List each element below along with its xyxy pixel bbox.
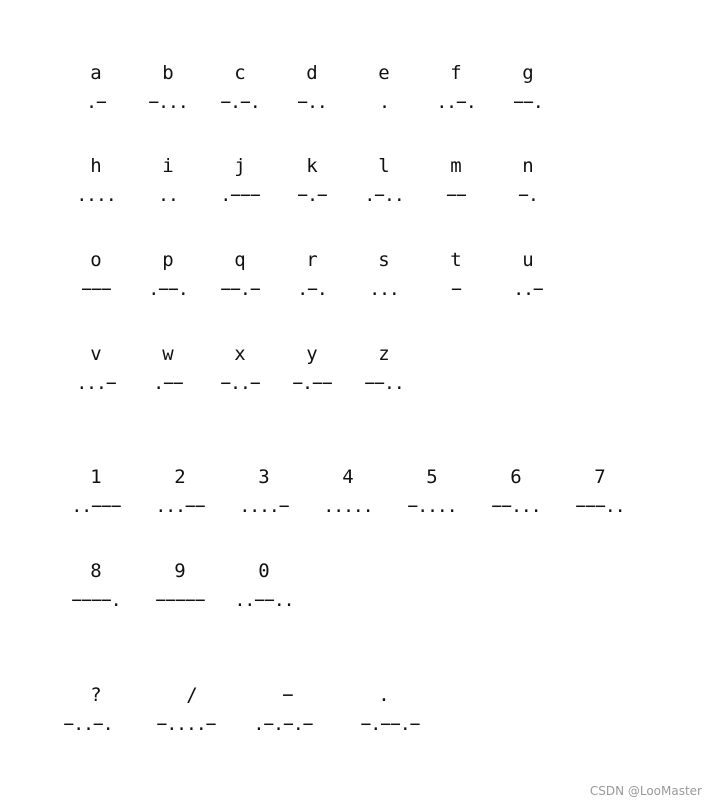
- letter-cell: [272, 249, 352, 301]
- morse-code: −.−−: [292, 373, 332, 394]
- character-label: a: [90, 62, 102, 84]
- character-label: m: [450, 155, 462, 177]
- letter-cell: [56, 62, 136, 114]
- character-label: q: [234, 249, 246, 271]
- morse-code: −−.: [513, 92, 543, 113]
- morse-code: .: [379, 92, 389, 113]
- morse-code: .−.−.−: [253, 714, 313, 735]
- letter-cell: [488, 155, 568, 207]
- morse-code: .−−: [153, 373, 183, 394]
- letter-cell: [344, 343, 424, 395]
- morse-code: ..−.: [436, 92, 476, 113]
- letter-cell: [344, 155, 424, 207]
- character-label: i: [162, 155, 174, 177]
- character-label: e: [378, 62, 390, 84]
- letter-cell: [272, 62, 352, 114]
- character-label: h: [90, 155, 102, 177]
- character-label: o: [90, 249, 102, 271]
- digit-cell: [392, 466, 472, 518]
- letter-cell: [200, 155, 280, 207]
- morse-code: −−−−−: [155, 590, 205, 611]
- character-label: 4: [342, 466, 354, 488]
- digit-cell: [560, 466, 640, 518]
- morse-code: −−.−: [220, 279, 260, 300]
- digit-cell: [140, 560, 220, 612]
- character-label: x: [234, 343, 246, 365]
- character-label: w: [162, 343, 174, 365]
- character-label: z: [378, 343, 390, 365]
- morse-code: ...−: [76, 373, 116, 394]
- character-label: f: [450, 62, 462, 84]
- character-label: k: [306, 155, 318, 177]
- character-label: −: [282, 684, 294, 706]
- character-label: 6: [510, 466, 522, 488]
- morse-code: ...−−: [155, 496, 205, 517]
- character-label: n: [522, 155, 534, 177]
- character-label: 2: [174, 466, 186, 488]
- morse-code: −....−: [156, 714, 216, 735]
- morse-code: ..−−..: [234, 590, 294, 611]
- character-label: l: [378, 155, 390, 177]
- letter-cell: [200, 249, 280, 301]
- watermark: CSDN @LooMaster: [589, 784, 702, 798]
- character-label: t: [450, 249, 462, 271]
- character-label: g: [522, 62, 534, 84]
- letter-cell: [56, 343, 136, 395]
- morse-code: −.: [518, 185, 538, 206]
- morse-code: −−−−.: [71, 590, 121, 611]
- morse-code: −−...: [491, 496, 541, 517]
- character-label: 7: [594, 466, 606, 488]
- character-label: 3: [258, 466, 270, 488]
- morse-code: ..−: [513, 279, 543, 300]
- morse-code: ..−−−: [71, 496, 121, 517]
- letter-cell: [488, 249, 568, 301]
- letter-cell: [200, 343, 280, 395]
- symbol-cell: [344, 684, 424, 736]
- letter-cell: [128, 343, 208, 395]
- character-label: p: [162, 249, 174, 271]
- morse-code: ..: [158, 185, 178, 206]
- character-label: r: [306, 249, 318, 271]
- morse-code: .−−.: [148, 279, 188, 300]
- letter-cell: [416, 249, 496, 301]
- letter-cell: [272, 343, 352, 395]
- morse-code: −...: [148, 92, 188, 113]
- digit-cell: [224, 466, 304, 518]
- morse-code: −..: [297, 92, 327, 113]
- morse-code: ....−: [239, 496, 289, 517]
- character-label: 5: [426, 466, 438, 488]
- morse-code: −−..: [364, 373, 404, 394]
- letter-cell: [344, 249, 424, 301]
- character-label: 8: [90, 560, 102, 582]
- character-label: c: [234, 62, 246, 84]
- letter-cell: [344, 62, 424, 114]
- letter-cell: [200, 62, 280, 114]
- letter-cell: [128, 62, 208, 114]
- morse-code: .−−−: [220, 185, 260, 206]
- letter-cell: [56, 249, 136, 301]
- morse-code: −..−.: [63, 714, 113, 735]
- symbol-cell: [152, 684, 232, 736]
- letter-cell: [488, 62, 568, 114]
- character-label: s: [378, 249, 390, 271]
- morse-code: ...: [369, 279, 399, 300]
- symbol-cell: [56, 684, 136, 736]
- character-label: 9: [174, 560, 186, 582]
- letter-cell: [56, 155, 136, 207]
- morse-code: −....: [407, 496, 457, 517]
- morse-code: .−: [86, 92, 106, 113]
- digit-cell: [476, 466, 556, 518]
- character-label: j: [234, 155, 246, 177]
- character-label: v: [90, 343, 102, 365]
- character-label: b: [162, 62, 174, 84]
- morse-code: −..−: [220, 373, 260, 394]
- symbol-cell: [248, 684, 328, 736]
- character-label: 1: [90, 466, 102, 488]
- morse-code: −−−: [81, 279, 111, 300]
- digit-cell: [224, 560, 304, 612]
- digit-cell: [56, 560, 136, 612]
- letter-cell: [272, 155, 352, 207]
- character-label: .: [378, 684, 390, 706]
- character-label: y: [306, 343, 318, 365]
- digit-cell: [56, 466, 136, 518]
- digit-cell: [308, 466, 388, 518]
- morse-code: .−.: [297, 279, 327, 300]
- character-label: /: [186, 684, 198, 706]
- morse-code: .−..: [364, 185, 404, 206]
- digit-cell: [140, 466, 220, 518]
- morse-code: −: [451, 279, 461, 300]
- character-label: 0: [258, 560, 270, 582]
- morse-code: −.−.: [220, 92, 260, 113]
- letter-cell: [128, 249, 208, 301]
- morse-code: −−: [446, 185, 466, 206]
- morse-code: ....: [76, 185, 116, 206]
- character-label: ?: [90, 684, 102, 706]
- morse-code: −.−−.−: [360, 714, 420, 735]
- character-label: u: [522, 249, 534, 271]
- letter-cell: [416, 62, 496, 114]
- morse-code: −−−..: [575, 496, 625, 517]
- letter-cell: [128, 155, 208, 207]
- morse-code: .....: [323, 496, 373, 517]
- character-label: d: [306, 62, 318, 84]
- morse-code: −.−: [297, 185, 327, 206]
- letter-cell: [416, 155, 496, 207]
